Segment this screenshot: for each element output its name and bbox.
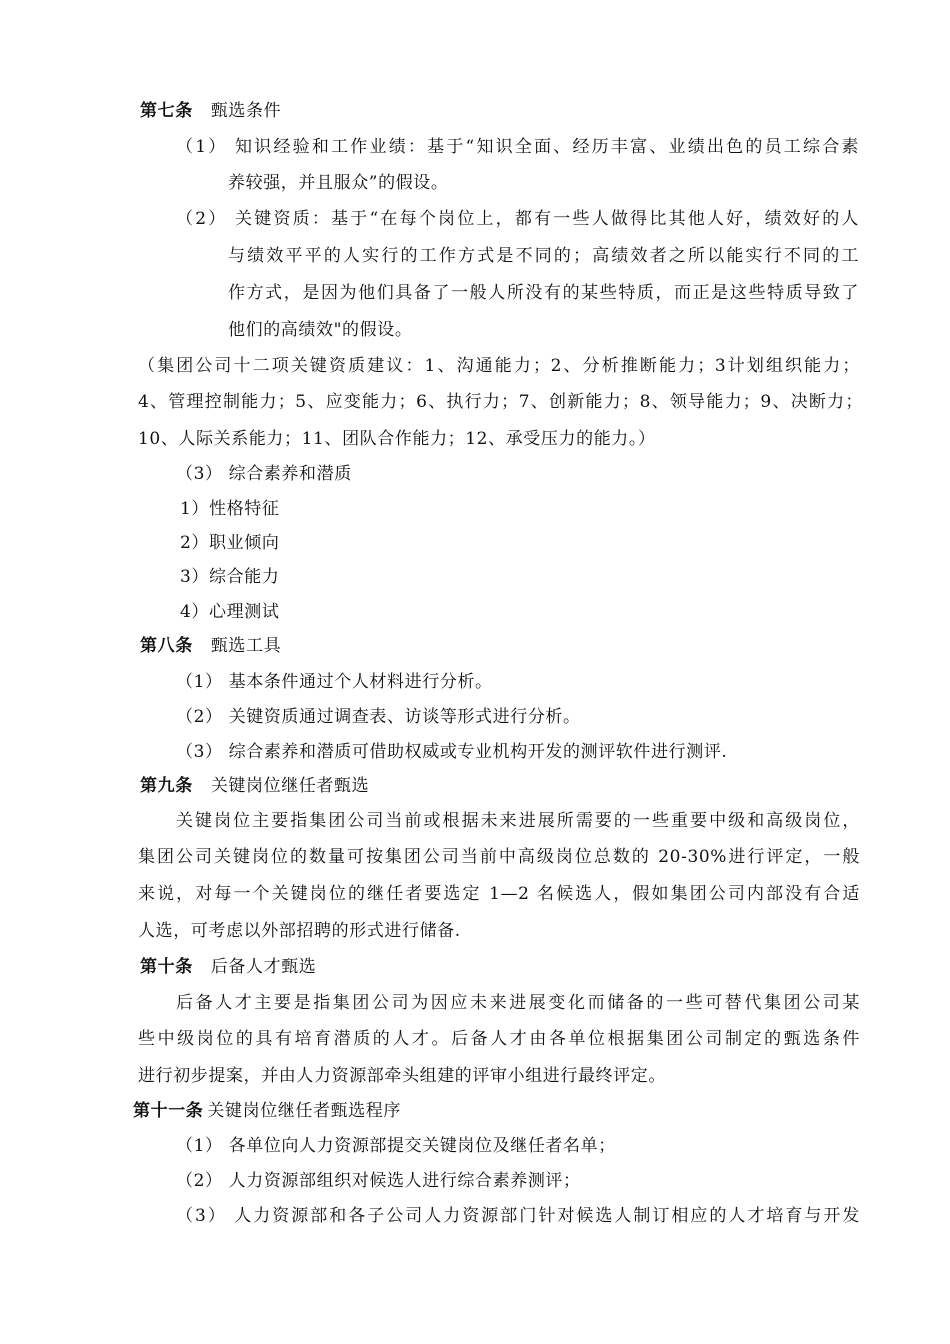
article-7-item-3: （3） 综合素养和潜质	[176, 464, 352, 484]
article-11-heading	[133, 1100, 401, 1122]
article-11-item-2: （2） 人力资源部组织对候选人进行综合素养测评；	[176, 1171, 581, 1191]
article-7-title: 甄选条件	[210, 101, 282, 121]
article-11-item-1: （1） 各单位向人力资源部提交关键岗位及继任者名单；	[176, 1136, 616, 1156]
article-9-paragraph-line-3: 来说，对每一个关键岗位的继任者要选定 1—2 名候选人，假如集团公司内部没有合适	[138, 884, 860, 904]
article-10-paragraph-line-2: 些中级岗位的具有培育潜质的人才。后备人才由各单位根据集团公司制定的甄选条件	[138, 1029, 860, 1049]
article-9-paragraph-line-4: 人选，可考虑以外部招聘的形式进行储备.	[138, 921, 461, 941]
article-11-title: 关键岗位继任者甄选程序	[207, 1101, 402, 1121]
article-7-label: 第七条	[140, 101, 193, 121]
article-7-sub-3: 3）综合能力	[180, 567, 280, 587]
article-10-heading	[140, 956, 316, 978]
article-7-heading	[140, 100, 281, 122]
competency-note-line-2: 4、管理控制能力；5、应变能力；6、执行力；7、创新能力；8、领导能力；9、决断力；	[138, 392, 863, 412]
article-7-sub-1: 1）性格特征	[180, 499, 280, 519]
article-9-label: 第九条	[140, 776, 193, 796]
competency-note-line-1: （集团公司十二项关键资质建议：1、沟通能力；2、分析推断能力；3计划组织能力；	[138, 356, 860, 376]
article-10-title: 后备人才甄选	[210, 957, 317, 977]
article-7-item-2-line-4: 他们的高绩效"的假设。	[228, 320, 413, 340]
article-10-paragraph-line-3: 进行初步提案，并由人力资源部牵头组建的评审小组进行最终评定。	[138, 1066, 666, 1086]
article-9-paragraph-line-2: 集团公司关键岗位的数量可按集团公司当前中高级岗位总数的 20-30%进行评定，一般	[138, 847, 860, 867]
article-10-paragraph-line-1: 后备人才主要是指集团公司为因应未来进展变化而储备的一些可替代集团公司某	[176, 993, 860, 1013]
competency-note-line-3: 10、人际关系能力；11、团队合作能力；12、承受压力的能力。）	[138, 429, 656, 449]
article-8-title: 甄选工具	[210, 636, 282, 656]
article-9-paragraph-line-1: 关键岗位主要指集团公司当前或根据未来进展所需要的一些重要中级和高级岗位，	[176, 811, 860, 831]
article-7-item-2-line-1: （2） 关键资质：基于“在每个岗位上，都有一些人做得比其他人好，绩效好的人	[176, 209, 859, 229]
article-10-label: 第十条	[140, 957, 193, 977]
article-7-item-2-line-2: 与绩效平平的人实行的工作方式是不同的；高绩效者之所以能实行不同的工	[228, 246, 859, 266]
article-7-item-2-line-3: 作方式，是因为他们具备了一般人所没有的某些特质，而正是这些特质导致了	[228, 283, 859, 303]
article-11-label: 第十一条	[133, 1101, 204, 1121]
article-11-item-3: （3） 人力资源部和各子公司人力资源部门针对候选人制订相应的人才培育与开发	[176, 1206, 860, 1226]
article-8-item-3: （3） 综合素养和潜质可借助权威或专业机构开发的测评软件进行测评.	[176, 742, 728, 762]
article-8-item-2: （2） 关键资质通过调查表、访谈等形式进行分析。	[176, 707, 581, 727]
article-9-heading	[140, 775, 369, 797]
article-8-label: 第八条	[140, 636, 193, 656]
article-7-sub-2: 2）职业倾向	[180, 533, 280, 553]
article-9-title: 关键岗位继任者甄选	[210, 776, 370, 796]
article-7-item-1-line-2: 养较强，并且服众”的假设。	[228, 173, 449, 193]
article-8-heading	[140, 635, 281, 657]
article-7-item-1-line-1: （1） 知识经验和工作业绩：基于“知识全面、经历丰富、业绩出色的员工综合素	[176, 137, 859, 157]
article-7-sub-4: 4）心理测试	[180, 602, 280, 622]
article-8-item-1: （1） 基本条件通过个人材料进行分析。	[176, 672, 493, 692]
